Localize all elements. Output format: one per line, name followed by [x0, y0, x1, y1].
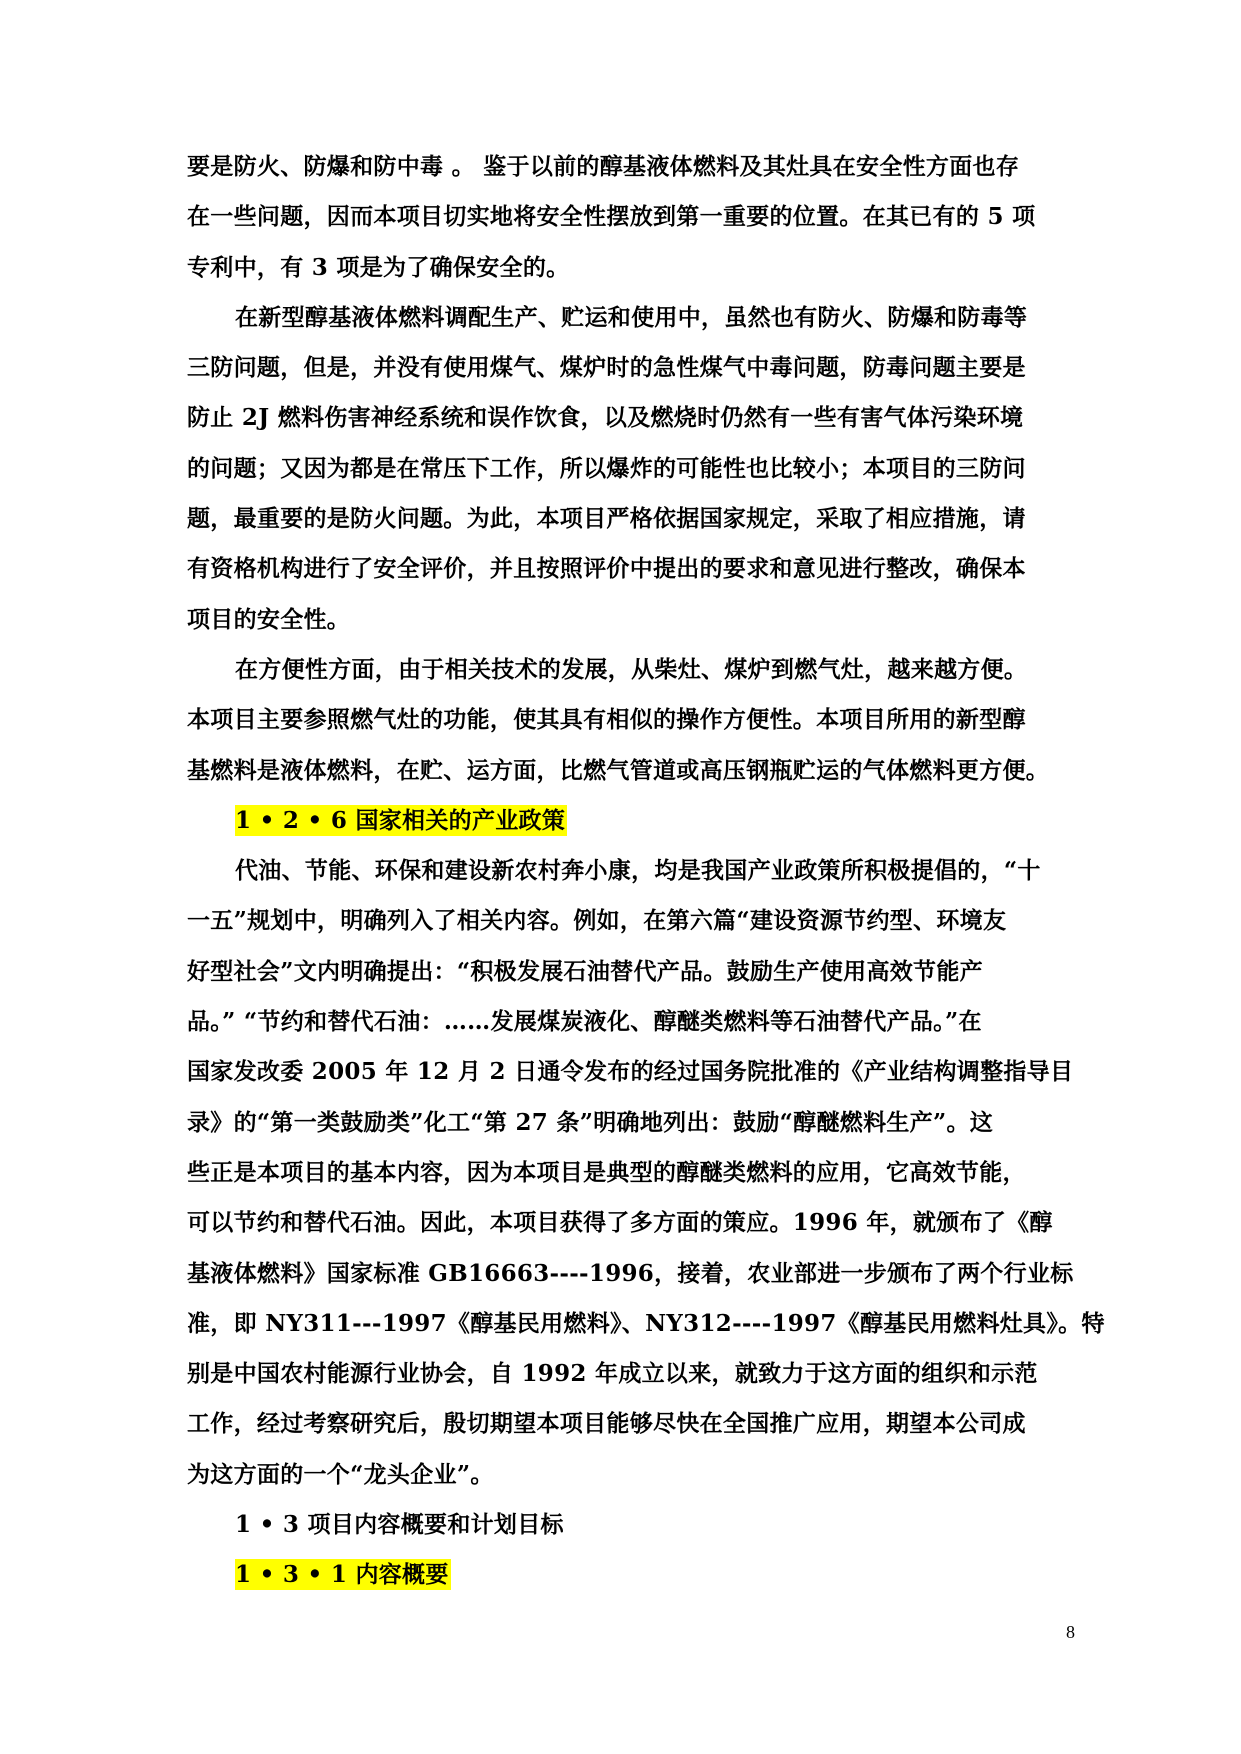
highlighted-heading: 1 • 2 • 6 国家相关的产业政策: [235, 806, 566, 834]
text-line: 品。” “节约和替代石油：……发展煤炭液化、醇醚类燃料等石油替代产品。”在: [187, 1008, 982, 1036]
text-line: 一五”规划中，明确列入了相关内容。例如，在第六篇“建设资源节约型、环境友: [187, 907, 1007, 935]
section-heading-1-3: 1 • 3 项目内容概要和计划目标: [235, 1511, 564, 1539]
text-line: 录》的“第一类鼓励类”化工“第 27 条”明确地列出：鼓励“醇醚燃料生产”。这: [187, 1108, 994, 1136]
text-line: 本项目主要参照燃气灶的功能，使其具有相似的操作方便性。本项目所用的新型醇: [187, 706, 1026, 734]
text-line: 在方便性方面，由于相关技术的发展，从柴灶、煤炉到燃气灶，越来越方便。: [235, 655, 1028, 683]
section-heading-1-2-6: [187, 796, 1089, 846]
text-line: 可以节约和替代石油。因此，本项目获得了多方面的策应。1996 年，就颁布了《醇: [187, 1209, 1053, 1237]
text-line: 在新型醇基液体燃料调配生产、贮运和使用中，虽然也有防火、防爆和防毒等: [235, 303, 1028, 331]
text-line: 在一些问题，因而本项目切实地将安全性摆放到第一重要的位置。在其已有的 5 项: [187, 203, 1036, 231]
text-line: 基燃料是液体燃料，在贮、运方面，比燃气管道或高压钢瓶贮运的气体燃料更方便。: [187, 756, 1050, 784]
text-line: 的问题；又因为都是在常压下工作，所以爆炸的可能性也比较小；本项目的三防问: [187, 454, 1026, 482]
section-heading-1-3-1: [187, 1550, 1089, 1600]
text-line: 好型社会”文内明确提出：“积极发展石油替代产品。鼓励生产使用高效节能产: [187, 957, 983, 985]
text-line: 基液体燃料》国家标准 GB16663----1996，接着，农业部进一步颁布了两个行业标: [187, 1259, 1074, 1287]
document-body: [187, 142, 1105, 1601]
text-line: 三防问题，但是，并没有使用煤气、煤炉时的急性煤气中毒问题，防毒问题主要是: [187, 354, 1026, 382]
text-line: 要是防火、防爆和防中毒 。 鉴于以前的醇基液体燃料及其灶具在安全性方面也存: [187, 153, 1020, 180]
text-line: 专利中，有 3 项是为了确保安全的。: [187, 253, 570, 281]
text-line: 为这方面的一个“龙头企业”。: [187, 1460, 494, 1488]
text-line: 些正是本项目的基本内容，因为本项目是典型的醇醚类燃料的应用，它高效节能，: [187, 1158, 1026, 1186]
text-line: 项目的安全性。: [187, 605, 351, 633]
highlighted-heading: 1 • 3 • 1 内容概要: [235, 1561, 449, 1589]
text-line: 代油、节能、环保和建设新农村奔小康，均是我国产业政策所积极提倡的，“十: [235, 857, 1041, 885]
text-line: 别是中国农村能源行业协会，自 1992 年成立以来，就致力于这方面的组织和示范: [187, 1360, 1038, 1388]
text-line: 国家发改委 2005 年 12 月 2 日通令发布的经过国务院批准的《产业结构调整指导目: [187, 1058, 1074, 1086]
page-number: 8: [1066, 1622, 1075, 1642]
text-line: 工作，经过考察研究后，殷切期望本项目能够尽快在全国推广应用，期望本公司成: [187, 1410, 1026, 1438]
text-line: 题，最重要的是防火问题。为此，本项目严格依据国家规定，采取了相应措施，请: [187, 505, 1026, 533]
text-line: 防止 2J 燃料伤害神经系统和误作饮食，以及燃烧时仍然有一些有害气体污染环境: [187, 404, 1024, 432]
text-line: 准，即 NY311---1997《醇基民用燃料》、NY312----1997《醇基民用燃料灶具》。特: [187, 1309, 1105, 1337]
text-line: 有资格机构进行了安全评价，并且按照评价中提出的要求和意见进行整改，确保本: [187, 555, 1026, 583]
